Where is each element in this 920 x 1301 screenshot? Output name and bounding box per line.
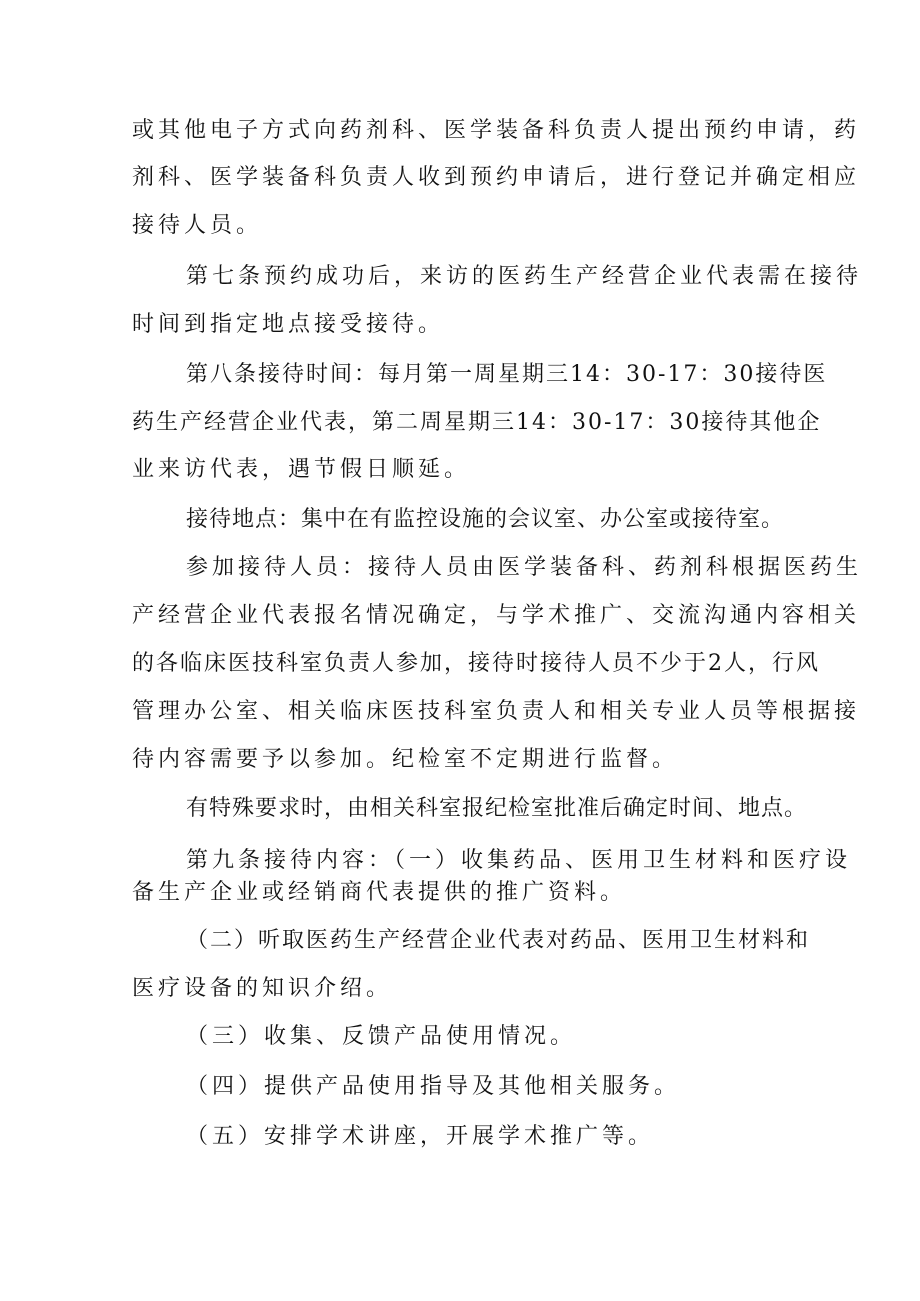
text-line: 第九条接待内容：（一）收集药品、医用卫生材料和医疗设 bbox=[186, 848, 852, 873]
text-line: 时间到指定地点接受接待。 bbox=[132, 312, 445, 337]
text-line: 或其他电子方式向药剂科、医学装备科负责人提出预约申请，药 bbox=[132, 118, 861, 143]
text-line: 管理办公室、相关临床医技科室负责人和相关专业人员等根据接 bbox=[132, 699, 861, 724]
text-line: （三）收集、反馈产品使用情况。 bbox=[186, 1024, 577, 1049]
text-line: 医疗设备的知识介绍。 bbox=[132, 976, 393, 1001]
text-line: 备生产企业或经销商代表提供的推广资料。 bbox=[132, 880, 627, 905]
text-line: 业来访代表，遇节假日顺延。 bbox=[132, 457, 471, 482]
text-line: 的各临床医技科室负责人参加，接待时接待人员不少于2人，行风 bbox=[132, 651, 820, 676]
text-line: （四）提供产品使用指导及其他相关服务。 bbox=[186, 1074, 681, 1099]
text-line: （五）安排学术讲座，开展学术推广等。 bbox=[186, 1124, 655, 1149]
text-line: 第八条接待时间：每月第一周星期三14：30-17：30接待医 bbox=[186, 362, 828, 387]
text-line: 接待地点：集中在有监控设施的会议室、办公室或接待室。 bbox=[186, 507, 785, 532]
text-line: 产经营企业代表报名情况确定，与学术推广、交流沟通内容相关 bbox=[132, 603, 861, 628]
text-line: 待内容需要予以参加。纪检室不定期进行监督。 bbox=[132, 747, 679, 772]
text-line: 剂科、医学装备科负责人收到预约申请后，进行登记并确定相应 bbox=[132, 165, 861, 190]
text-line: 接待人员。 bbox=[132, 213, 263, 238]
text-line: 第七条预约成功后，来访的医药生产经营企业代表需在接待 bbox=[186, 264, 863, 289]
text-line: 有特殊要求时，由相关科室报纪检室批准后确定时间、地点。 bbox=[186, 796, 808, 821]
text-line: 参加接待人员：接待人员由医学装备科、药剂科根据医药生 bbox=[186, 555, 863, 580]
text-line: （二）听取医药生产经营企业代表对药品、医用卫生材料和 bbox=[186, 928, 811, 953]
text-line: 药生产经营企业代表，第二周星期三14：30-17：30接待其他企 bbox=[132, 410, 822, 435]
